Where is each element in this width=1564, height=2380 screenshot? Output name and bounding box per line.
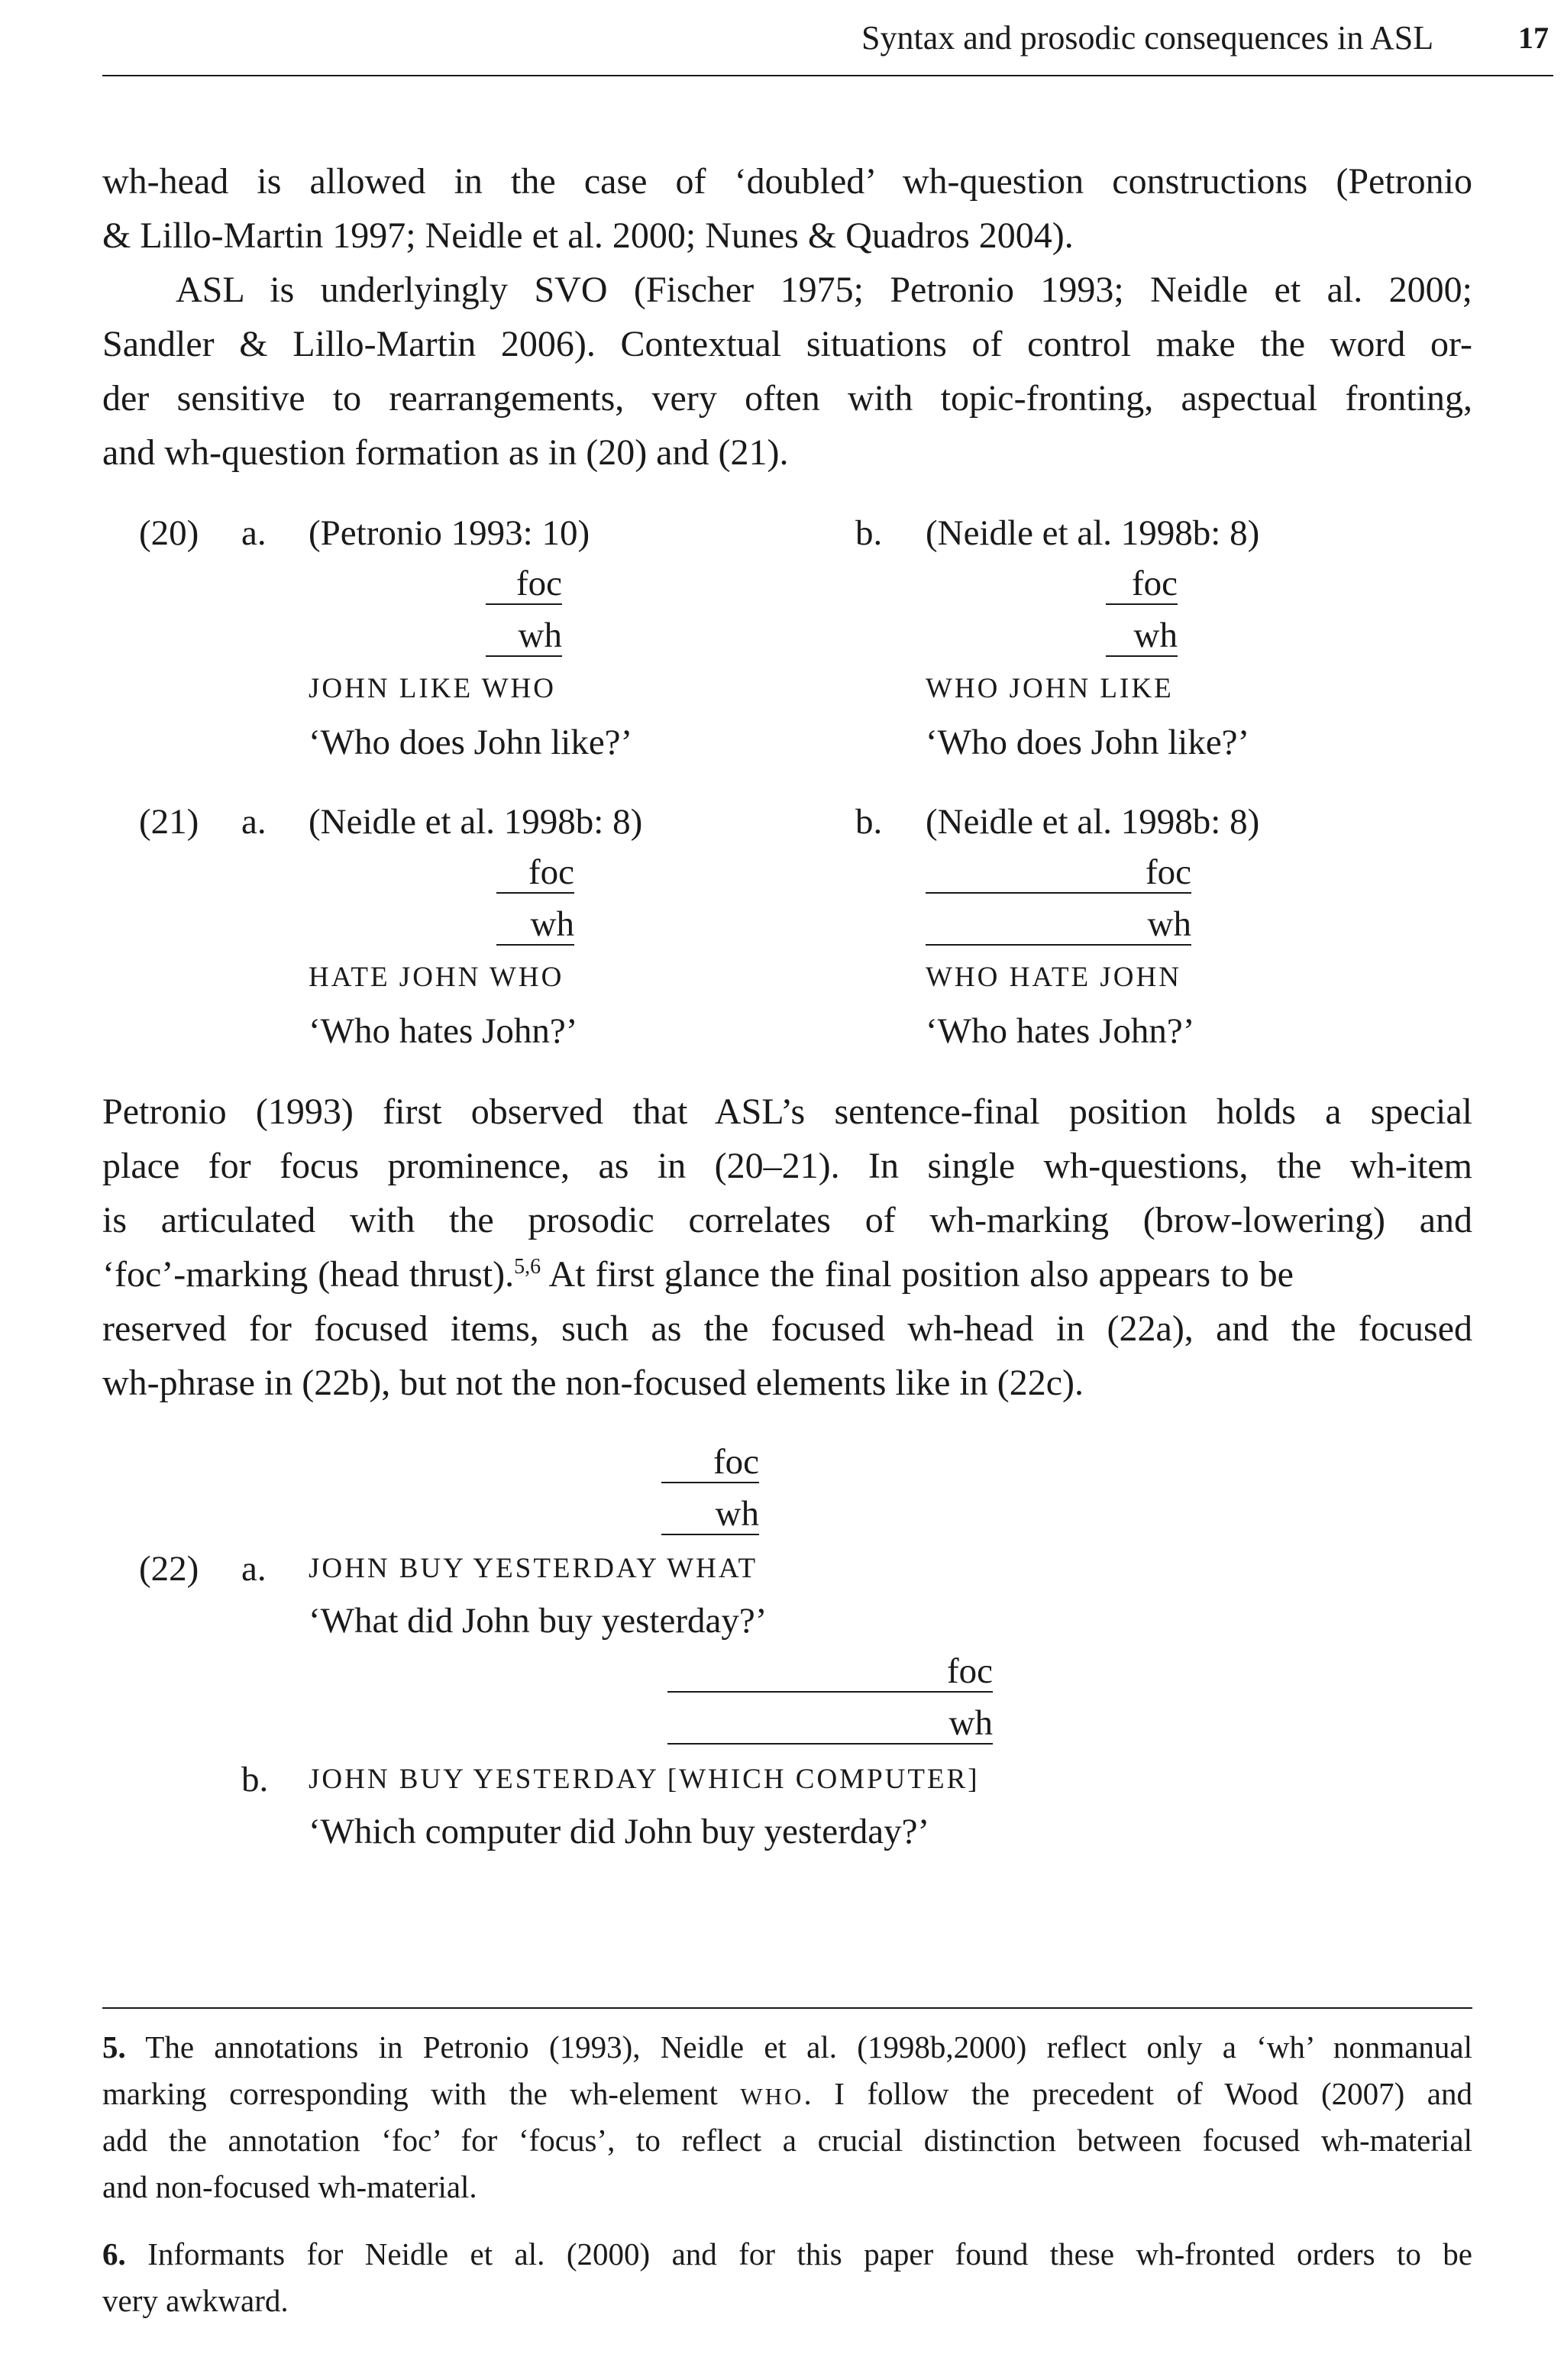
example-20a-gloss: JOHN LIKE WHO bbox=[309, 673, 556, 704]
example-22-number: (22) bbox=[139, 1549, 199, 1589]
example-21b-wh-line: wh bbox=[926, 904, 1191, 946]
example-20b-translation: ‘Who does John like?’ bbox=[926, 723, 1250, 762]
example-22a-foc-line: foc bbox=[661, 1442, 759, 1483]
para3-line5: reserved for focused items, such as the focused wh-head in (22a), and the focused bbox=[102, 1308, 1472, 1349]
para3-line4-tail: At first glance the final position also appears to be bbox=[541, 1254, 1294, 1295]
para3-line4 bbox=[102, 1247, 1472, 1302]
para2-line1: ASL is underlyingly SVO (Fischer 1975; Petronio 1993; Neidle et al. 2000; bbox=[176, 270, 1472, 310]
footnote-5-text2: marking corresponding with the wh-element bbox=[102, 2076, 741, 2111]
footnote-ref-5-6[interactable]: 5,6 bbox=[514, 1255, 541, 1279]
example-21a-wh-line: wh bbox=[496, 904, 574, 946]
para1-line2: & Lillo-Martin 1997; Neidle et al. 2000; Nunes & Quadros 2004). bbox=[102, 215, 1074, 256]
example-21a-label: a. bbox=[241, 802, 267, 842]
example-21a-translation: ‘Who hates John?’ bbox=[309, 1011, 578, 1051]
footnote-6-number: 6. bbox=[102, 2236, 126, 2272]
para2-line2: Sandler & Lillo-Martin 2006). Contextual situations of control make the word or- bbox=[102, 324, 1472, 364]
header-rule bbox=[102, 75, 1553, 76]
footnote-5-text3: . I follow the precedent of Wood (2007) and bbox=[803, 2076, 1472, 2111]
example-21a-foc-line: foc bbox=[496, 852, 574, 894]
footnote-5-line1 bbox=[102, 2024, 1472, 2071]
example-20a-translation: ‘Who does John like?’ bbox=[309, 723, 633, 762]
footnote-5-number: 5. bbox=[102, 2029, 126, 2065]
footnote-5-gloss: WHO bbox=[740, 2083, 804, 2110]
example-22b-label: b. bbox=[241, 1760, 269, 1800]
footnote-rule bbox=[102, 2007, 1472, 2009]
example-20a-wh-line: wh bbox=[486, 616, 562, 657]
para3-line4-text: ‘foc’-marking (head thrust). bbox=[102, 1254, 515, 1295]
para3-line3: is articulated with the prosodic correlates of wh-marking (brow-lowering) and bbox=[102, 1200, 1472, 1240]
example-21a-source: (Neidle et al. 1998b: 8) bbox=[309, 802, 643, 842]
example-22b-translation: ‘Which computer did John buy yesterday?’ bbox=[309, 1812, 930, 1851]
example-22a-label: a. bbox=[241, 1549, 267, 1589]
example-20b-wh-line: wh bbox=[1106, 616, 1178, 657]
example-20a-label: a. bbox=[241, 513, 267, 553]
example-21a-gloss: HATE JOHN WHO bbox=[309, 962, 564, 993]
example-22b-gloss: JOHN BUY YESTERDAY [WHICH COMPUTER] bbox=[309, 1764, 980, 1795]
page-number: 17 bbox=[1518, 21, 1549, 55]
running-header-title: Syntax and prosodic consequences in ASL bbox=[861, 19, 1434, 57]
example-21b-translation: ‘Who hates John?’ bbox=[926, 1011, 1195, 1051]
footnote-6-line1 bbox=[102, 2231, 1472, 2278]
footnote-5-line4: and non-focused wh-material. bbox=[102, 2169, 477, 2204]
footnote-5-line2 bbox=[102, 2071, 1472, 2120]
example-20a-foc-line: foc bbox=[486, 564, 562, 605]
example-20-number: (20) bbox=[139, 513, 199, 553]
para3-line2: place for focus prominence, as in (20–21). In single wh-questions, the wh-item bbox=[102, 1146, 1472, 1186]
para2-line4: and wh-question formation as in (20) and (21). bbox=[102, 432, 789, 473]
example-22a-wh-line: wh bbox=[661, 1494, 759, 1535]
example-20b-gloss: WHO JOHN LIKE bbox=[926, 673, 1174, 704]
para1-line1: wh-head is allowed in the case of ‘doubled’ wh-question constructions (Petronio bbox=[102, 161, 1472, 202]
example-21b-foc-line: foc bbox=[926, 852, 1191, 894]
example-22b-foc-line: foc bbox=[667, 1651, 993, 1693]
footnote-6-text1: Informants for Neidle et al. (2000) and for this paper found these wh-fronted orders to be bbox=[147, 2236, 1472, 2272]
example-20b-label: b. bbox=[855, 513, 883, 553]
example-22b-wh-line: wh bbox=[667, 1703, 993, 1745]
example-21b-gloss: WHO HATE JOHN bbox=[926, 962, 1181, 993]
example-20b-source: (Neidle et al. 1998b: 8) bbox=[926, 513, 1260, 553]
footnote-5-line3: add the annotation ‘foc’ for ‘focus’, to reflect a crucial distinction between focused wh-material bbox=[102, 2123, 1472, 2158]
example-21b-source: (Neidle et al. 1998b: 8) bbox=[926, 802, 1260, 842]
footnote-6-line2: very awkward. bbox=[102, 2283, 289, 2318]
example-21b-label: b. bbox=[855, 802, 883, 842]
footnote-5-text1: The annotations in Petronio (1993), Neidle et al. (1998b,2000) reflect only a ‘wh’ nonmanual bbox=[145, 2029, 1472, 2065]
para3-line6: wh-phrase in (22b), but not the non-focused elements like in (22c). bbox=[102, 1363, 1084, 1403]
para2-line3: der sensitive to rearrangements, very often with topic-fronting, aspectual fronting, bbox=[102, 378, 1472, 419]
example-20a-source: (Petronio 1993: 10) bbox=[309, 513, 590, 553]
example-20b-foc-line: foc bbox=[1106, 564, 1178, 605]
example-21-number: (21) bbox=[139, 802, 199, 842]
example-22a-gloss: JOHN BUY YESTERDAY WHAT bbox=[309, 1553, 758, 1584]
example-22a-translation: ‘What did John buy yesterday?’ bbox=[309, 1601, 767, 1641]
para3-line1: Petronio (1993) first observed that ASL’s sentence-final position holds a special bbox=[102, 1091, 1472, 1132]
